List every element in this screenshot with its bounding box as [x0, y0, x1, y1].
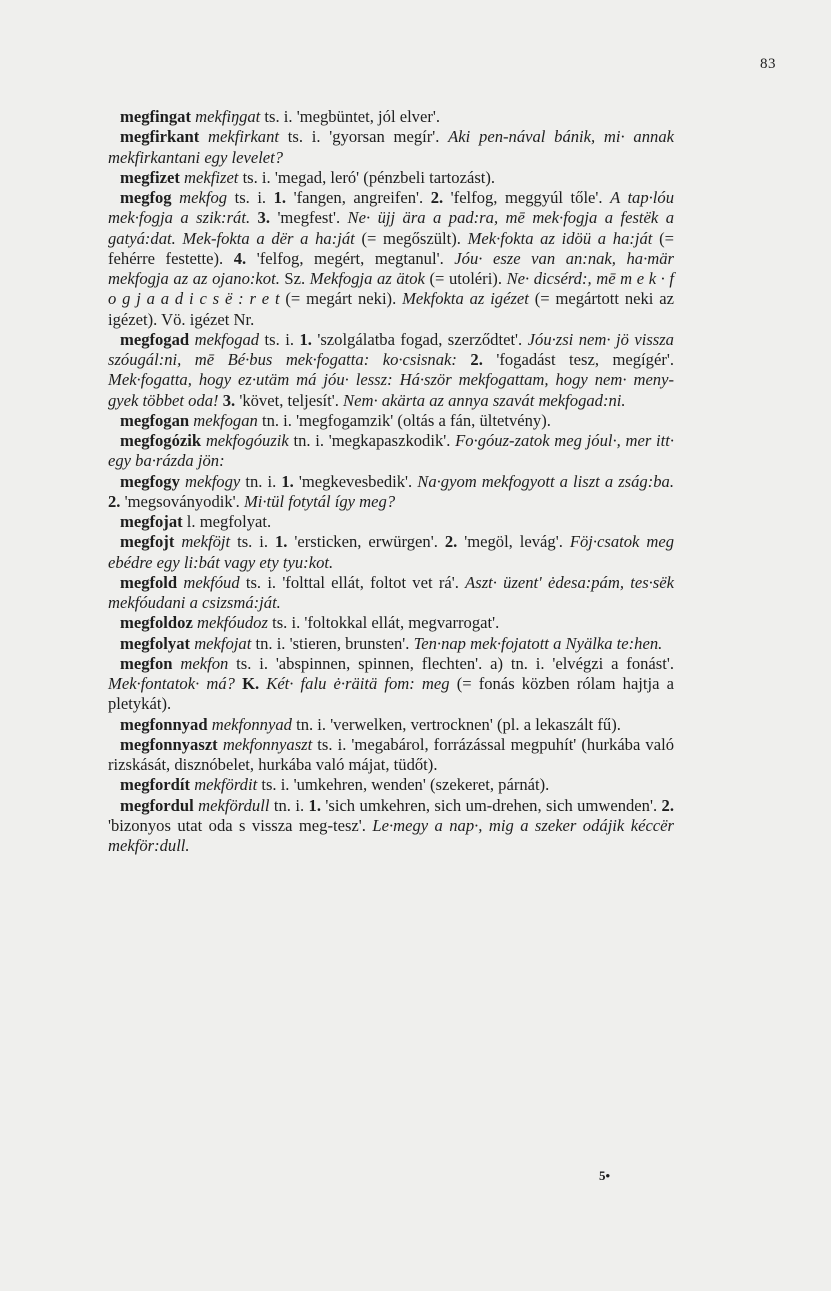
headword: megfoldoz [120, 613, 193, 633]
definition-text [457, 350, 471, 369]
headword: megfogan [120, 410, 190, 430]
example-or-form-text: Mekfogja az ätok [309, 269, 425, 288]
headword: megfirkant [120, 127, 200, 147]
definition-text: Sz. [279, 269, 310, 288]
definition-text: ts. i. 'umkehren, wenden' (szekeret, párnát). [257, 775, 550, 795]
sense-number: 1. [274, 532, 288, 552]
sense-number: 4. [233, 248, 247, 268]
definition-text: (= megártott neki az igézet). Vö. igézet Nr. [108, 289, 674, 329]
definition-text: 'követ, teljesít'. [235, 390, 344, 410]
definition-text: 'felfog, megért, megtanul'. [246, 248, 455, 268]
example-or-form-text: mekfördit [194, 775, 258, 795]
example-or-form-text: Ne· dicsérd:, mē m e k · f o g j a a d i c s ë : r e t [108, 269, 674, 309]
example-or-form-text: mekfiŋgat [195, 107, 261, 126]
dictionary-entry [108, 613, 674, 633]
example-or-form-text: Mekfokta az igézet [402, 289, 529, 309]
definition-text [235, 674, 242, 693]
definition-text: (= utoléri). [424, 269, 507, 288]
headword: megfon [120, 653, 173, 673]
definition-text: 'bizonyos utat oda s vissza meg-tesz'. [108, 815, 373, 835]
definition-text [172, 188, 180, 207]
dictionary-entry [108, 775, 674, 795]
example-or-form-text: Nem· akärta az annya szavát mekfogad:ni. [343, 390, 626, 410]
definition-text: 'ersticken, erwürgen'. [287, 532, 445, 552]
example-or-form-text: mekfogóuzik [205, 431, 289, 450]
headword: megfojt [120, 532, 175, 552]
headword: megfold [120, 572, 178, 592]
sense-number: 2. [661, 795, 674, 815]
headword: megfogad [120, 329, 190, 349]
definition-text: 'felfog, meggyúl tőle'. [443, 188, 611, 207]
dictionary-entry [108, 634, 674, 654]
dictionary-entry [108, 654, 674, 715]
definition-text: tn. i. 'megfogamzik' (oltás a fán, ültetvény). [257, 410, 551, 430]
dictionary-entry [108, 472, 674, 513]
definition-text: tn. i. 'megkapaszkodik'. [288, 431, 456, 450]
definition-text: ts. i. 'megabárol, forrázással megpuhít' (hurkába való rizskását, disznóbelet, hurkába való májat, tüdőt). [108, 734, 674, 774]
example-or-form-text: mekfóudoz [196, 613, 268, 633]
definition-text: 'fogadást tesz, megígér'. [482, 350, 674, 369]
headword: megfogózik [120, 431, 202, 450]
sense-number: 1. [273, 188, 287, 207]
definition-text: tn. i. [240, 471, 282, 491]
example-or-form-text: mekfogan [193, 410, 258, 430]
example-or-form-text: mekfog [179, 188, 228, 207]
headword: megfingat [120, 107, 191, 126]
dictionary-entry [108, 532, 674, 573]
dictionary-entry [108, 411, 674, 431]
definition-text: 'szolgálatba fogad, szerződtet'. [311, 329, 528, 349]
definition-text [199, 127, 208, 146]
sense-number: 2. [470, 350, 483, 369]
definition-text: ts. i. 'gyorsan megír'. [279, 127, 449, 147]
headword: megfordít [120, 775, 191, 795]
example-or-form-text: Föj·csatok meg ebédre egy li:bát vagy ety tyu:kot. [108, 532, 674, 572]
definition-text: (= megárt neki). [279, 289, 403, 309]
example-or-form-text: mekfizet [184, 167, 239, 187]
definition-text [250, 208, 257, 227]
dictionary-entry [108, 168, 674, 188]
example-or-form-text: Mi·tül fotytál így meg? [243, 491, 396, 511]
sense-number: 1. [308, 795, 321, 815]
definition-text: (= fonás közben rólam hajtja a pletykát). [108, 674, 674, 714]
dictionary-entry [108, 431, 674, 472]
example-or-form-text: mekfogad [194, 329, 260, 349]
sense-number: 2. [108, 491, 121, 511]
sense-number: 3. [257, 208, 270, 228]
definition-text: tn. i. 'stieren, brunsten'. [251, 633, 414, 653]
example-or-form-text: mekfon [180, 653, 229, 673]
sense-number: 1. [281, 471, 294, 491]
example-or-form-text: Fo·góuz-zatok meg jóul·, mer itt· egy ba·rázda jön: [108, 431, 674, 471]
definition-text: ts. i. 'folttal ellát, foltot vet rá'. [239, 572, 466, 592]
definition-text: (= megőszült). [354, 228, 468, 248]
definition-text: ts. i. 'megbüntet, jól elver'. [260, 107, 441, 126]
definition-text: tn. i. [269, 795, 309, 815]
sense-number: 2. [444, 532, 458, 552]
headword: megfolyat [120, 633, 191, 653]
definition-text: 'fangen, angreifen'. [286, 188, 431, 207]
sense-number: 2. [430, 188, 444, 207]
example-or-form-text: mekfirkant [208, 127, 280, 147]
example-or-form-text: Ne· üjj ära a pad:ra, mē mek·fogja a festëk a gatyá:dat. Mek-fokta a dër a ha:ját [108, 208, 675, 248]
definition-text: ts. i. [259, 329, 300, 349]
example-or-form-text: Mek·fokta az idöü a ha:ját [467, 228, 653, 248]
definition-text: ts. i. 'megad, leró' (pénzbeli tartozást). [238, 167, 496, 187]
dictionary-entry [108, 127, 674, 168]
headword: megfojat [120, 512, 183, 531]
definition-text: (= fehérre festette). [108, 228, 674, 268]
page-number: 83 [760, 56, 776, 72]
definition-text: 'megöl, levág'. [457, 532, 570, 552]
example-or-form-text: Mek·fontatok· má? [108, 674, 235, 693]
printer-signature: 5• [599, 1168, 611, 1183]
example-or-form-text: mekfonnyad [211, 714, 292, 734]
dictionary-entry [108, 512, 674, 532]
example-or-form-text: Ten·nap mek·fojatott a Nyälka te:hen. [413, 633, 663, 653]
definition-text: 'sich umkehren, sich um-drehen, sich umwenden'. [320, 795, 662, 815]
headword: megfogy [120, 471, 180, 491]
dictionary-entry [108, 735, 674, 776]
example-or-form-text: A tap·lóu mek·fogja a szik:rát. [108, 188, 675, 228]
headword: megfordul [120, 795, 194, 815]
sense-number: 3. [222, 390, 236, 410]
dictionary-entry [108, 107, 674, 127]
headword: megfonnyaszt [120, 734, 218, 754]
definition-text: ts. i. 'abspinnen, spinnen, flechten'. a) tn. i. 'elvégzi a fonást'. [228, 653, 674, 673]
example-or-form-text: Aki pen-nával bánik, mi· annak mekfirkantani egy levelet? [108, 127, 674, 167]
headword: megfog [120, 188, 172, 207]
definition-text: l. megfolyat. [182, 512, 272, 531]
example-or-form-text: Aszt· üzent' ėdesa:pám, tes·sëk mekfóudani a csizsmá:ját. [108, 572, 674, 612]
sense-number: 1. [299, 329, 312, 349]
definition-text: tn. i. 'verwelken, vertrocknen' (pl. a lekaszált fű). [291, 714, 621, 734]
example-or-form-text: Két· falu ė·räitä fom: meg [266, 674, 450, 693]
dictionary-entry [108, 796, 674, 857]
example-or-form-text: Jóu·zsi nem· jö vissza szóugál:ni, mē Bé·bus mek·fogatta: ko·csisnak: [108, 329, 674, 369]
example-or-form-text: mekfóud [183, 572, 240, 592]
dictionary-entry [108, 715, 674, 735]
sense-number: K. [242, 674, 260, 693]
example-or-form-text: Le·megy a nap·, mig a szeker odájik kéccër mekför:dull. [108, 815, 674, 855]
definition-text: 'megsoványodik'. [120, 491, 244, 511]
definition-text: ts. i. 'foltokkal ellát, megvarrogat'. [267, 613, 500, 633]
example-or-form-text: Jóu· esze van an:nak, ha·mär mekfogja az az ojano:kot. [108, 248, 674, 288]
example-or-form-text: mekföjt [181, 532, 231, 552]
dictionary-entry [108, 573, 674, 614]
definition-text: 'megkevesbedik'. [293, 471, 418, 491]
example-or-form-text: mekfördull [198, 795, 270, 815]
dictionary-entry [108, 330, 674, 411]
example-or-form-text: mekfogy [184, 471, 241, 491]
headword: megfizet [120, 167, 180, 187]
example-or-form-text: Na·gyom mekfogyott a liszt a zság:ba. [417, 471, 674, 491]
definition-text: 'megfest'. [270, 208, 348, 228]
headword: megfonnyad [120, 714, 208, 734]
definition-text: ts. i. [227, 188, 274, 207]
example-or-form-text: Mek·fogatta, hogy ez·utäm má jóu· lessz: Há·ször mekfogattam, hogy nem· meny-gyek többet oda! [108, 370, 674, 410]
example-or-form-text: mekfonnyaszt [222, 734, 313, 754]
definition-text: ts. i. [230, 532, 275, 552]
example-or-form-text: mekfojat [194, 633, 252, 653]
dictionary-entry [108, 188, 674, 330]
dictionary-column [108, 107, 674, 856]
